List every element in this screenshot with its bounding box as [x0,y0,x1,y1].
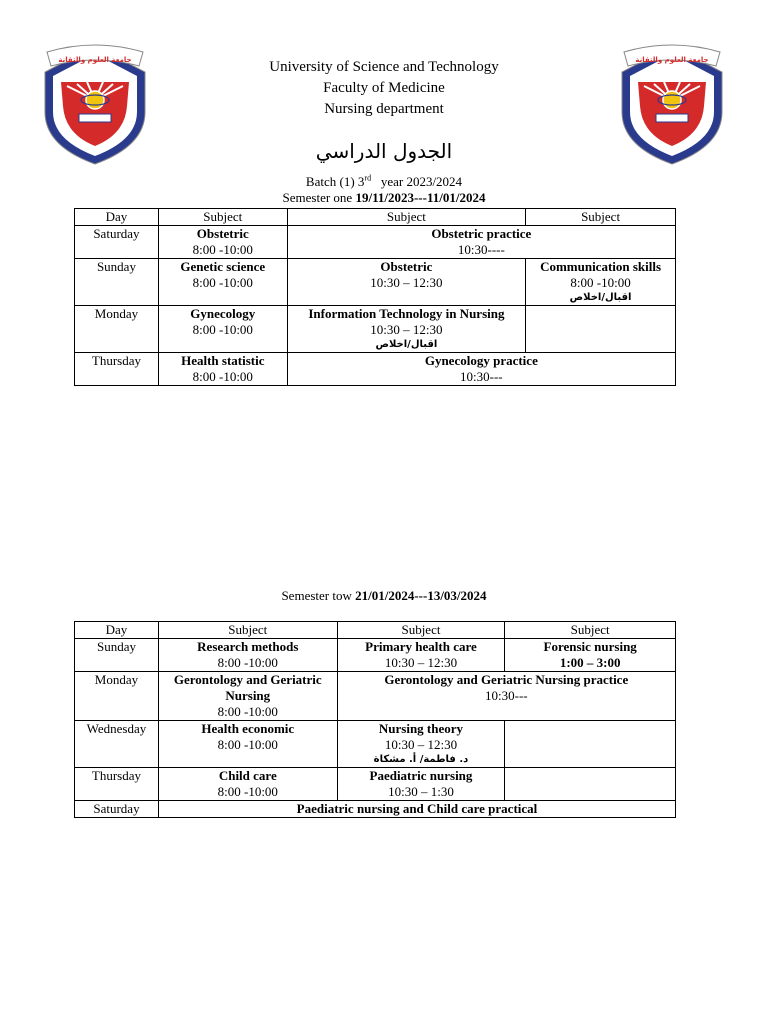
semester-two-schedule [74,621,676,818]
table-header-row [75,209,676,226]
semester-one-line [0,190,768,206]
semester-two-dates: 21/01/2024---13/03/2024 [355,588,487,603]
batch-year: year 2023/2024 [380,174,463,189]
subject-title: Research methods [197,639,299,654]
day-cell: Sunday [75,639,159,672]
university-name: University of Science and Technology [269,59,499,75]
day-cell: Thursday [75,353,159,386]
subject-time: 1:00 – 3:00 [559,655,621,670]
subject-cell [158,353,287,386]
subject-title: Gerontology and Geriatric Nursing [173,672,322,703]
subject-time: 10:30 – 12:30 [370,322,443,337]
subject-cell [287,226,675,259]
subject-time: 8:00 -10:00 [217,784,278,799]
subject-time: 8:00 -10:00 [217,737,278,752]
subject-title: Paediatric nursing [369,768,473,783]
table-row [75,639,676,672]
subject-title: Communication skills [540,259,662,274]
instructor-note: اقبال/اخلاص [375,339,438,350]
subject-cell [158,226,287,259]
empty-cell [526,306,676,353]
batch-sup: rd [364,173,372,183]
subject-title: Child care [218,768,277,783]
table-row [75,259,676,306]
subject-title: Genetic science [180,259,266,274]
header-subject: Subject [287,209,525,226]
subject-cell [337,672,675,721]
table-row [75,306,676,353]
day-cell: Sunday [75,259,159,306]
faculty-name: Faculty of Medicine [323,80,445,96]
day-cell: Saturday [75,226,159,259]
subject-title: Gerontology and Geriatric Nursing practice [384,672,629,687]
subject-cell [158,259,287,306]
subject-cell [337,768,505,801]
batch-prefix: Batch (1) 3 [305,174,365,189]
day-cell: Saturday [75,801,159,818]
subject-title: Nursing theory [378,721,464,736]
subject-title: Obstetric [380,259,433,274]
subject-time: 8:00 -10:00 [192,275,253,290]
instructor-note: اقبال/اخلاص [569,292,632,303]
table-row [75,768,676,801]
subject-title: Gynecology practice [424,353,538,368]
subject-title: Obstetric practice [431,226,532,241]
empty-cell [505,768,676,801]
semester-one-label: Semester one [282,190,353,205]
table-row [75,801,676,818]
semester-two-label: Semester tow [281,588,352,603]
subject-time: 10:30 – 12:30 [370,275,443,290]
subject-time: 10:30--- [460,369,503,384]
table-row [75,226,676,259]
subject-title: Gynecology [190,306,256,321]
subject-time: 10:30 – 1:30 [388,784,454,799]
schedule-title-arabic: الجدول الدراسي [315,139,453,163]
subject-time: 8:00 -10:00 [217,655,278,670]
table-row [75,721,676,768]
subject-time: 8:00 -10:00 [217,704,278,719]
subject-cell [287,306,525,353]
subject-cell [158,801,675,818]
day-cell: Thursday [75,768,159,801]
day-cell: Monday [75,306,159,353]
subject-time: 8:00 -10:00 [192,369,253,384]
subject-title: Obstetric [196,226,249,241]
subject-cell [287,259,525,306]
header-subject: Subject [337,622,505,639]
svg-text:جامعة العلوم والتقانة: جامعة العلوم والتقانة [58,56,132,64]
header-subject: Subject [158,209,287,226]
subject-cell [505,639,676,672]
subject-title: Health statistic [181,353,265,368]
header-subject: Subject [526,209,676,226]
table-row [75,672,676,721]
empty-cell [505,721,676,768]
subject-cell [158,639,337,672]
subject-cell [337,721,505,768]
header-subject: Subject [158,622,337,639]
svg-text:جامعة العلوم والتقانة: جامعة العلوم والتقانة [635,56,709,64]
subject-cell [158,672,337,721]
subject-time: 8:00 -10:00 [570,275,631,290]
semester-two-line [0,588,768,604]
subject-time: 8:00 -10:00 [192,242,253,257]
batch-info [0,174,768,206]
day-cell: Monday [75,672,159,721]
instructor-note: د. فاطمة/ أ. مشكاة [373,754,469,765]
header-day: Day [75,209,159,226]
semester-one-schedule [74,208,676,386]
subject-title: Information Technology in Nursing [308,306,505,321]
subject-time: 8:00 -10:00 [192,322,253,337]
table-row [75,353,676,386]
table-header-row [75,622,676,639]
subject-time: 10:30--- [485,688,528,703]
subject-cell [287,353,675,386]
subject-title: Health economic [201,721,295,736]
semester-one-dates: 19/11/2023---11/01/2024 [355,190,486,205]
subject-title: Paediatric nursing and Child care practical [296,801,538,816]
subject-title: Forensic nursing [543,639,637,654]
day-cell: Wednesday [75,721,159,768]
subject-cell [158,768,337,801]
subject-time: 10:30 – 12:30 [384,655,458,670]
subject-cell [526,259,676,306]
header-day: Day [75,622,159,639]
subject-title: Primary health care [365,639,477,654]
subject-cell [158,721,337,768]
batch-line [0,174,768,190]
subject-cell [337,639,505,672]
subject-time: 10:30 – 12:30 [384,737,458,752]
header-subject: Subject [505,622,676,639]
department-name: Nursing department [324,101,444,117]
subject-cell [158,306,287,353]
subject-time: 10:30---- [457,242,505,257]
